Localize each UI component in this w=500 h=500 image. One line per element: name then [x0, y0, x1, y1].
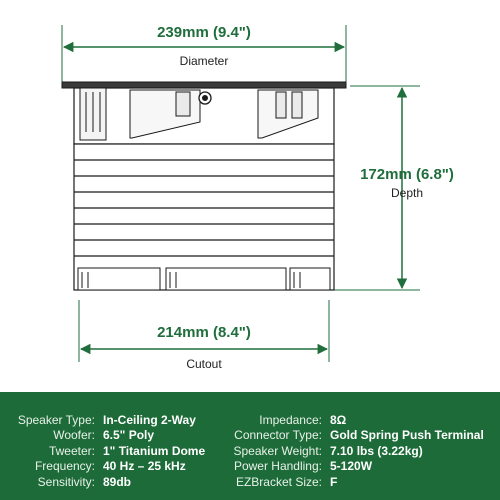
cutout-caption: Cutout [186, 357, 222, 371]
spec-value: 7.10 lbs (3.22kg) [330, 443, 423, 458]
spec-label: Sensitivity: [37, 474, 95, 489]
speaker-body [62, 82, 346, 290]
spec-value: 1" Titanium Dome [103, 443, 206, 458]
depth-value: 172mm (6.8") [360, 166, 454, 183]
spec-row [0, 475, 484, 490]
cutout-value: 214mm (8.4") [157, 324, 251, 341]
mounting-dog-left [80, 88, 106, 140]
spec-label: EZBracket Size: [235, 474, 322, 489]
spec-label: Connector Type: [234, 428, 322, 443]
speaker-base-tabs [78, 268, 330, 290]
spec-label: Speaker Type: [17, 413, 95, 427]
spec-label: Woofer: [53, 428, 95, 443]
spec-value: 6.5" Poly [103, 428, 155, 443]
spec-value: In-Ceiling 2-Way [103, 413, 196, 427]
spec-value: 8Ω [330, 413, 347, 427]
diameter-value: 239mm (9.4") [157, 24, 251, 41]
spec-row [0, 428, 484, 443]
spec-row [0, 459, 484, 474]
spec-value: 40 Hz – 25 kHz [103, 459, 186, 474]
spec-value: 89db [103, 474, 132, 489]
spec-label: Frequency: [34, 459, 95, 474]
spec-label: Impedance: [259, 413, 322, 427]
spec-panel [0, 392, 500, 500]
spec-label: Power Handling: [233, 459, 322, 474]
spec-column-right [0, 413, 484, 490]
spec-row [0, 444, 484, 459]
speaker-flange [62, 82, 346, 88]
diameter-caption: Diameter [179, 54, 229, 68]
spec-label: Speaker Weight: [233, 443, 322, 458]
spec-value: F [330, 474, 338, 489]
spec-value: Gold Spring Push Terminal [330, 428, 484, 443]
spec-label: Tweeter: [48, 443, 95, 458]
depth-caption: Depth [390, 186, 424, 200]
spec-row [0, 413, 484, 428]
spec-value: 5-120W [330, 459, 373, 474]
